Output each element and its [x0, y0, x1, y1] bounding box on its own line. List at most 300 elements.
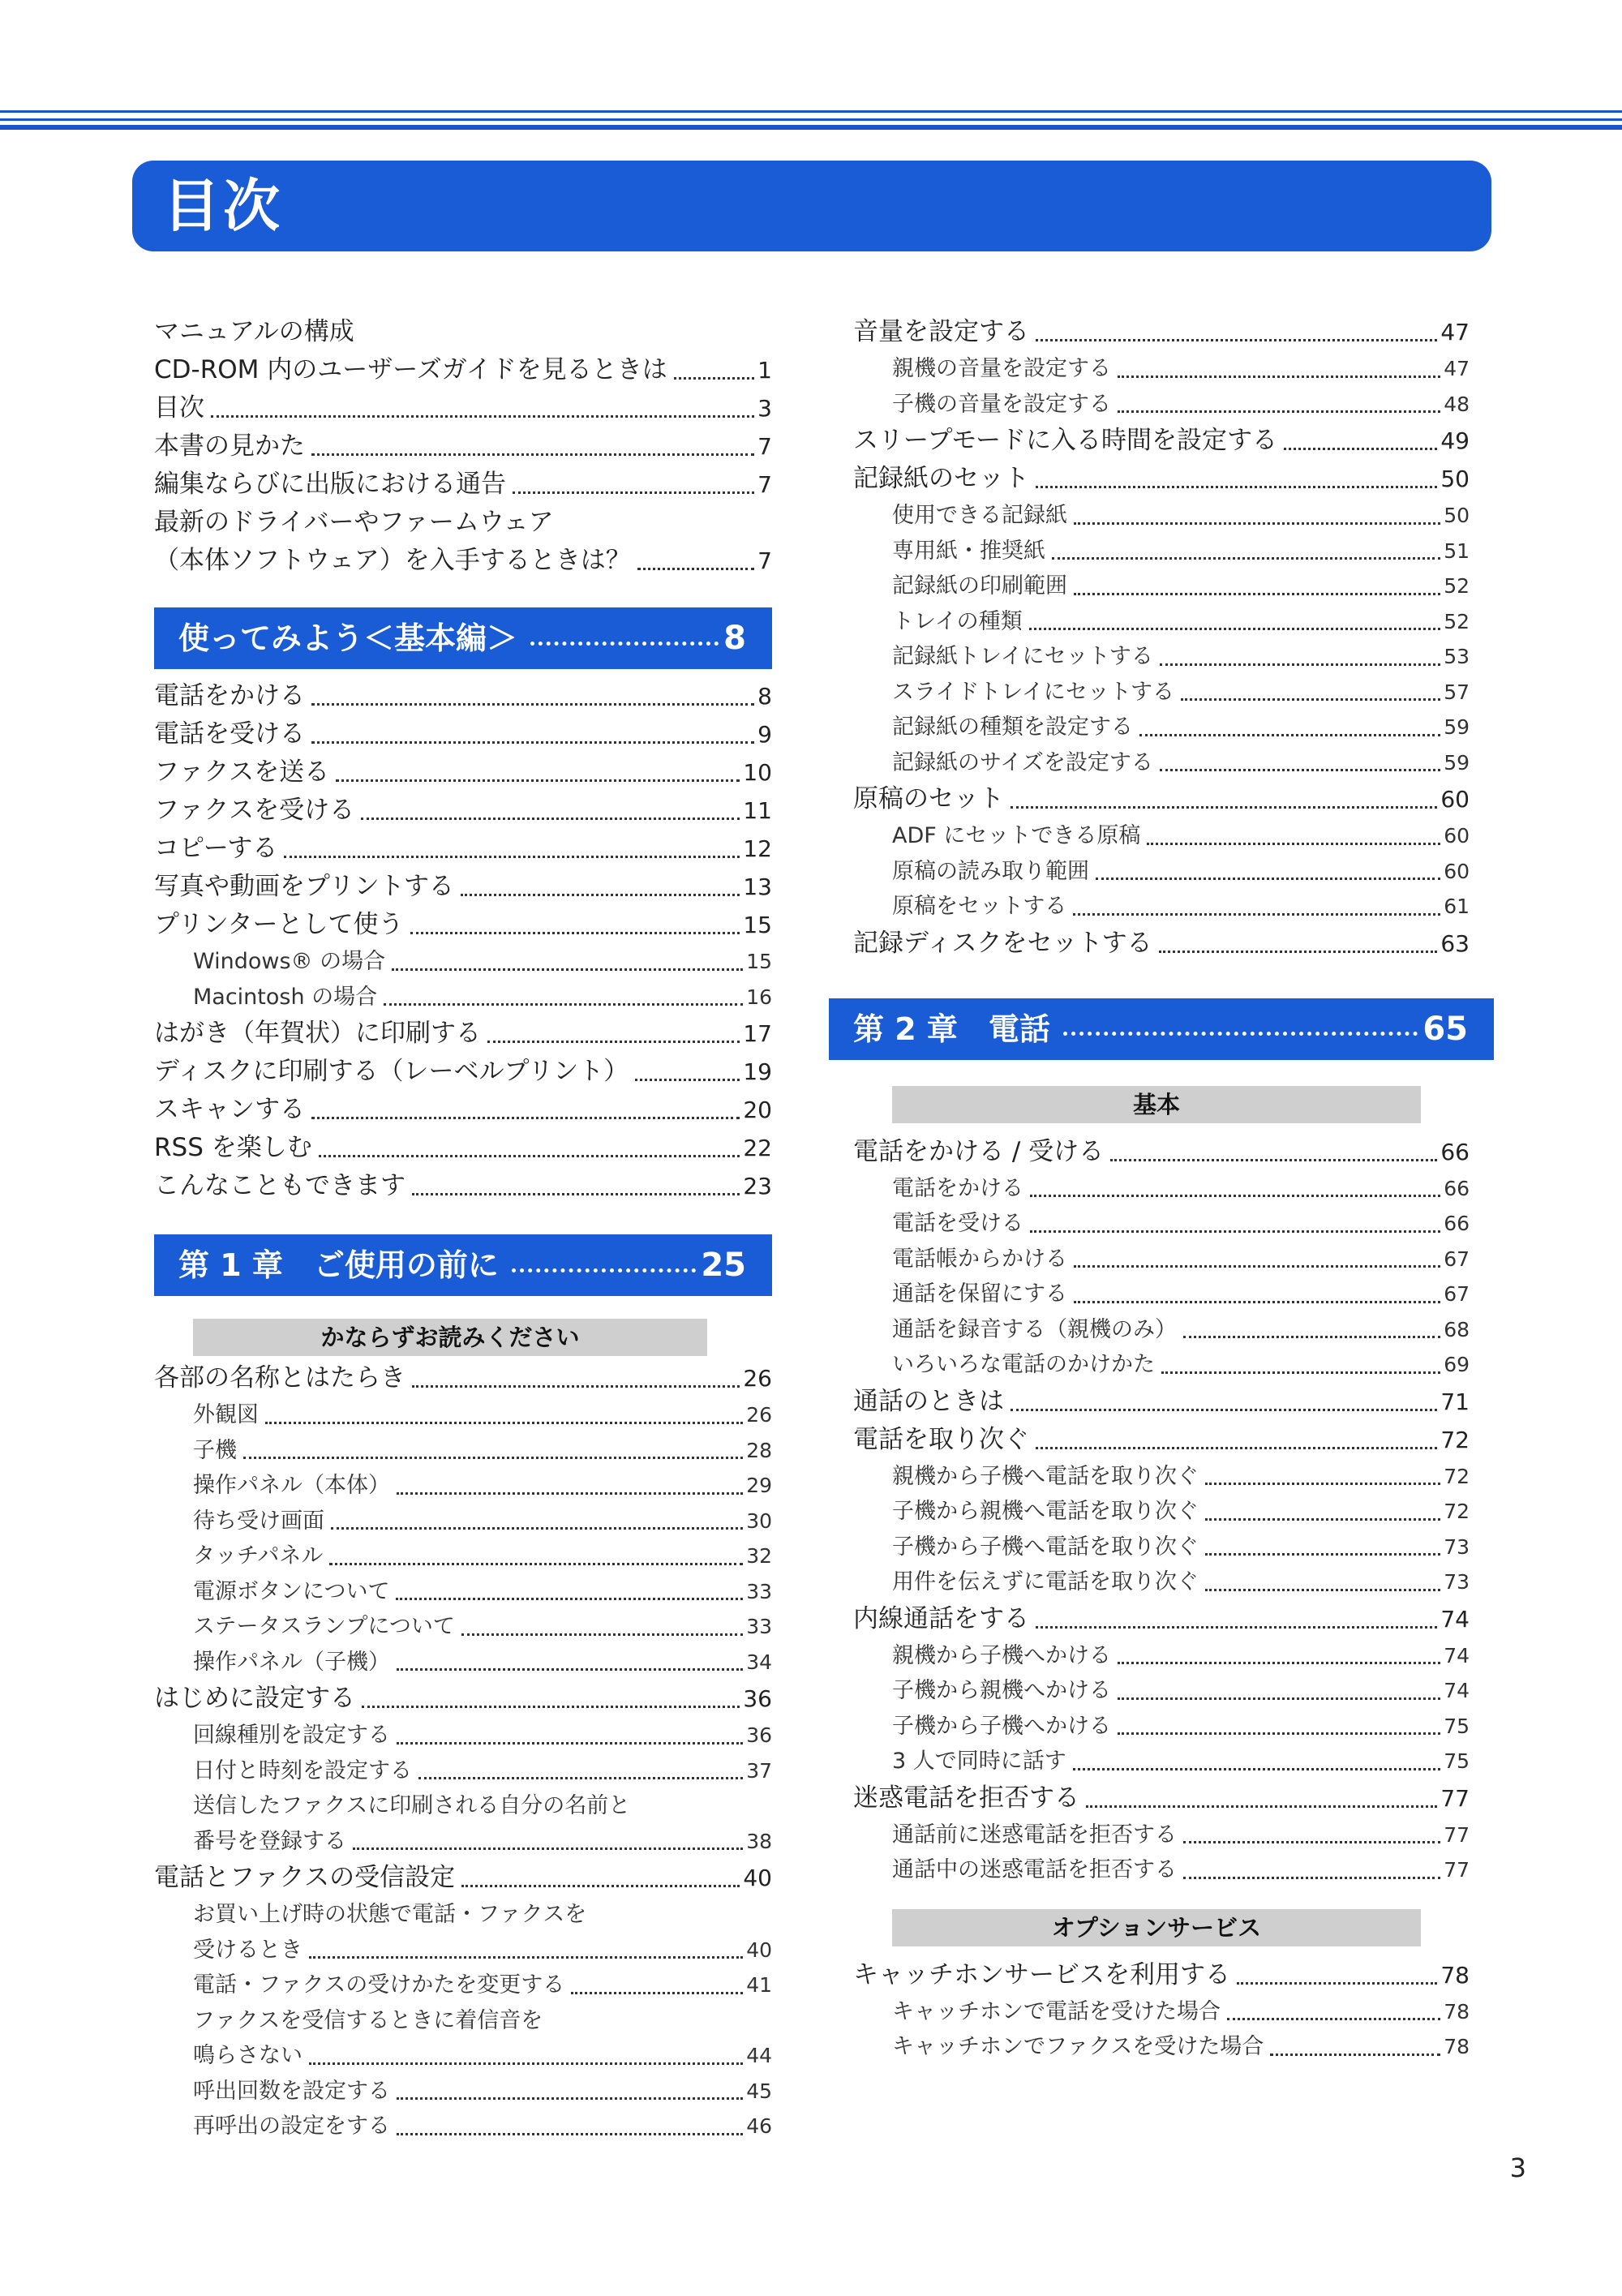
toc-subentry[interactable] — [154, 1468, 772, 1504]
toc-page-number: 40 — [746, 1938, 772, 1962]
toc-page-number: 17 — [743, 1020, 772, 1047]
toc-page-number: 10 — [743, 759, 772, 786]
leader-dots — [1160, 769, 1440, 771]
leader-dots — [1036, 1447, 1437, 1449]
toc-subentry[interactable] — [853, 1277, 1470, 1312]
leader-dots — [1181, 698, 1440, 701]
section-page: 25 — [701, 1247, 746, 1284]
toc-page-number: 33 — [746, 1579, 772, 1603]
toc-page-number: 73 — [1444, 1570, 1470, 1594]
toc-page-number: 53 — [1444, 645, 1470, 668]
toc-entry-label: コピーする — [154, 834, 278, 863]
toc-page-number: 46 — [746, 2114, 772, 2138]
toc-subentry[interactable] — [853, 569, 1470, 604]
leader-dots — [309, 2062, 743, 2065]
leader-dots — [331, 1527, 743, 1530]
toc-page-number: 7 — [757, 433, 772, 460]
toc-page-number: 26 — [746, 1403, 772, 1427]
toc-entry[interactable] — [154, 1680, 772, 1718]
toc-entry-label: 記録ディスクをセットする — [853, 928, 1152, 958]
leader-dots — [530, 632, 719, 646]
section-header-chapter2[interactable] — [829, 998, 1494, 1060]
toc-subentry[interactable] — [154, 1609, 772, 1645]
toc-page-number: 28 — [746, 1438, 772, 1462]
toc-entry-label: 電話をかける — [892, 1175, 1023, 1201]
leader-dots — [1284, 448, 1437, 450]
toc-page-number: 22 — [743, 1135, 772, 1161]
toc-subentry[interactable] — [154, 2109, 772, 2144]
toc-page-number: 75 — [1444, 1714, 1470, 1738]
section-header-chapter1[interactable] — [154, 1234, 772, 1296]
toc-entry-label-line: 受けるとき — [193, 1937, 303, 1963]
toc-page-number: 47 — [1444, 357, 1470, 380]
toc-entry[interactable] — [853, 925, 1470, 963]
leader-dots — [1205, 1553, 1440, 1556]
toc-entry-label: 親機の音量を設定する — [892, 356, 1111, 381]
toc-entry-label: 再呼出の設定をする — [193, 2114, 390, 2139]
toc-entry-label: Macintosh の場合 — [193, 984, 378, 1010]
toc-entry-label: スキャンする — [154, 1095, 305, 1124]
section-header-basic[interactable] — [154, 607, 772, 669]
toc-page-number: 60 — [1444, 824, 1470, 848]
toc-page-number: 15 — [743, 912, 772, 938]
toc-entry[interactable] — [154, 1129, 772, 1167]
toc-subentry[interactable] — [154, 944, 772, 980]
toc-entry-label: 原稿のセット — [853, 784, 1004, 813]
leader-dots — [1183, 1877, 1440, 1879]
leader-dots — [461, 1885, 740, 1887]
toc-subentry[interactable] — [853, 889, 1470, 925]
leader-dots — [1074, 1265, 1440, 1268]
section-label: 第 2 章 電話 — [853, 1011, 1050, 1047]
toc-option-list — [853, 1956, 1470, 2065]
leader-dots — [311, 741, 754, 744]
toc-page-number: 63 — [1440, 929, 1470, 957]
toc-page-number: 77 — [1444, 1858, 1470, 1882]
toc-page-number: 20 — [743, 1097, 772, 1123]
leader-dots — [461, 1633, 743, 1636]
toc-entry-label: 写真や動画をプリントする — [154, 872, 454, 901]
toc-entry-label: 通話を録音する（親機のみ） — [892, 1316, 1177, 1342]
toc-subentry[interactable] — [853, 387, 1470, 423]
toc-page-number: 36 — [743, 1685, 772, 1712]
toc-subentry[interactable] — [154, 1968, 772, 2003]
toc-entry-label: マニュアルの構成 — [154, 317, 354, 346]
toc-subentry[interactable] — [853, 1312, 1470, 1348]
toc-entry-label: 子機から親機へかける — [892, 1678, 1111, 1703]
subsection-banner: かならずお読みください — [193, 1319, 707, 1356]
toc-subentry[interactable] — [853, 1459, 1470, 1495]
toc-entry[interactable] — [853, 313, 1470, 351]
page-title: 目次 — [163, 173, 283, 239]
leader-dots — [211, 415, 754, 418]
leader-dots — [1036, 339, 1437, 341]
toc-subentry[interactable] — [154, 1753, 772, 1789]
subsection-banner-option: オプションサービス — [892, 1909, 1421, 1946]
header-rule-2 — [0, 118, 1622, 121]
leader-dots — [319, 1155, 740, 1157]
toc-subentry[interactable] — [853, 1744, 1470, 1779]
leader-dots — [512, 1259, 696, 1272]
toc-entry-label: ステータスランプについて — [193, 1614, 455, 1639]
toc-page-number: 60 — [1444, 859, 1470, 883]
toc-entry[interactable] — [154, 313, 772, 351]
toc-entry-label: はがき（年賀状）に印刷する — [154, 1019, 481, 1048]
toc-entry-label: RSS を楽しむ — [154, 1133, 312, 1162]
leader-dots — [1147, 843, 1440, 845]
toc-page-number: 74 — [1444, 1643, 1470, 1667]
leader-dots — [1183, 1336, 1440, 1338]
toc-page-number: 50 — [1444, 504, 1470, 527]
leader-dots — [1183, 1841, 1440, 1843]
toc-page-number: 9 — [757, 721, 772, 748]
leader-dots — [396, 1598, 743, 1600]
toc-entry-label: 親機から子機へ電話を取り次ぐ — [892, 1463, 1199, 1489]
toc-subentry[interactable] — [853, 1709, 1470, 1745]
toc-page-number: 73 — [1444, 1534, 1470, 1559]
toc-entry[interactable] — [853, 460, 1470, 498]
toc-entry-label-line: （本体ソフトウェア）を入手するときは？ — [154, 546, 631, 575]
toc-entry-label: はじめに設定する — [154, 1684, 355, 1713]
toc-entry-label-line: 最新のドライバーやファームウェア — [154, 508, 554, 537]
leader-dots — [1237, 1982, 1437, 1985]
toc-subentry[interactable] — [154, 1574, 772, 1610]
toc-subentry[interactable] — [853, 854, 1470, 890]
toc-page-number: 78 — [1440, 1961, 1470, 1989]
toc-left-column — [154, 313, 772, 2144]
toc-entry[interactable] — [853, 1383, 1470, 1421]
toc-entry[interactable] — [154, 868, 772, 906]
toc-entry-label: 待ち受け画面 — [193, 1508, 324, 1534]
leader-dots — [1029, 628, 1441, 630]
leader-dots — [1052, 557, 1440, 560]
leader-dots — [1030, 1230, 1440, 1233]
toc-subentry[interactable] — [853, 710, 1470, 745]
toc-entry-label: スライドトレイにセットする — [892, 679, 1175, 705]
toc-page-number: 77 — [1444, 1822, 1470, 1847]
leader-dots — [1161, 1371, 1440, 1374]
toc-entry-label: 子機から子機へかける — [892, 1713, 1111, 1739]
toc-entry[interactable] — [154, 906, 772, 944]
leader-dots — [1074, 522, 1440, 525]
leader-dots — [397, 1492, 743, 1495]
toc-entry[interactable] — [154, 1091, 772, 1129]
toc-entry-label-line: 番号を登録する — [193, 1828, 346, 1854]
toc-entry-label: こんなこともできます — [154, 1171, 406, 1200]
toc-entry-label: 電話帳からかける — [892, 1246, 1067, 1272]
toc-entry-label: 記録紙の印刷範囲 — [892, 573, 1067, 599]
toc-entry[interactable] — [154, 830, 772, 868]
toc-page-number: 29 — [746, 1474, 772, 1497]
toc-page-number: 1 — [757, 357, 772, 384]
toc-page-number: 34 — [746, 1650, 772, 1674]
toc-entry[interactable] — [154, 1053, 772, 1091]
toc-entry[interactable] — [154, 504, 772, 580]
toc-entry-label: ファクスを送る — [154, 757, 330, 787]
toc-entry-label: 操作パネル（子機） — [193, 1649, 390, 1675]
section-page: 65 — [1422, 1010, 1468, 1048]
leader-dots — [1036, 486, 1437, 488]
leader-dots — [397, 2133, 743, 2135]
toc-subentry[interactable] — [853, 1206, 1470, 1242]
toc-entry-label: Windows® の場合 — [193, 949, 386, 974]
leader-dots — [487, 1041, 740, 1043]
toc-page-number: 37 — [746, 1758, 772, 1783]
leader-dots — [1011, 806, 1437, 809]
leader-dots — [311, 1117, 740, 1119]
toc-page-number: 51 — [1444, 539, 1470, 563]
leader-dots — [397, 2097, 743, 2100]
toc-entry-label: 通話を保留にする — [892, 1281, 1067, 1307]
toc-entry-label: 電話をかける / 受ける — [853, 1136, 1105, 1166]
toc-page-number: 26 — [743, 1365, 772, 1392]
section-page: 8 — [723, 620, 746, 657]
toc-entry-label: 迷惑電話を拒否する — [853, 1783, 1079, 1813]
toc-entry-label: 音量を設定する — [853, 317, 1029, 346]
toc-page-number: 72 — [1444, 1500, 1470, 1523]
toc-subentry[interactable] — [154, 1504, 772, 1539]
toc-page-number: 44 — [746, 2044, 772, 2067]
toc-entry-label: 用件を伝えずに電話を取り次ぐ — [892, 1569, 1199, 1594]
toc-subentry[interactable] — [853, 745, 1470, 781]
leader-dots — [1205, 1483, 1440, 1485]
toc-entry-label: ファクスを受ける — [154, 796, 355, 825]
toc-entry[interactable] — [853, 780, 1470, 818]
toc-page-number: 72 — [1444, 1464, 1470, 1488]
leader-dots — [1073, 1768, 1440, 1770]
toc-page-number: 66 — [1444, 1176, 1470, 1200]
leader-dots — [1160, 663, 1440, 666]
toc-page-number: 38 — [746, 1829, 772, 1853]
leader-dots — [1118, 1697, 1440, 1700]
toc-entry-label: 呼出回数を設定する — [193, 2078, 390, 2104]
toc-entry[interactable] — [154, 1015, 772, 1053]
toc-subentry[interactable] — [853, 1494, 1470, 1530]
toc-page-number: 77 — [1440, 1784, 1470, 1812]
toc-page-number: 60 — [1440, 786, 1470, 813]
toc-subentry[interactable] — [853, 2029, 1470, 2065]
toc-entry[interactable] — [154, 351, 772, 389]
leader-dots — [284, 856, 740, 858]
toc-subentry[interactable] — [853, 675, 1470, 710]
toc-entry-label: 目次 — [154, 393, 204, 423]
toc-entry[interactable] — [853, 1421, 1470, 1459]
page-number: 3 — [1509, 2152, 1526, 2183]
leader-dots — [265, 1422, 743, 1424]
toc-page-number: 12 — [743, 835, 772, 862]
toc-page-number: 78 — [1444, 1999, 1470, 2023]
header-rule-1 — [0, 110, 1622, 113]
toc-entry[interactable] — [154, 427, 772, 466]
toc-page-number: 69 — [1444, 1353, 1470, 1376]
toc-subentry[interactable] — [853, 1347, 1470, 1383]
toc-subentry[interactable] — [154, 980, 772, 1015]
toc-entry-label: 子機から子機へ電話を取り次ぐ — [892, 1534, 1199, 1560]
toc-subentry[interactable] — [853, 1638, 1470, 1674]
leader-dots — [309, 1956, 743, 1959]
toc-subentry[interactable] — [853, 1564, 1470, 1600]
toc-entry-label: 通話中の迷惑電話を拒否する — [892, 1857, 1177, 1882]
toc-page-number: 19 — [743, 1058, 772, 1085]
toc-entry-label: ADF にセットできる原稿 — [892, 823, 1141, 848]
toc-entry-label: キャッチホンで電話を受けた場合 — [892, 1998, 1221, 2024]
toc-page-number: 68 — [1444, 1317, 1470, 1341]
leader-dots — [1118, 1662, 1440, 1664]
leader-dots — [1205, 1589, 1440, 1591]
toc-page-number: 32 — [746, 1544, 772, 1568]
leader-dots — [1159, 951, 1438, 953]
toc-page-number: 49 — [1440, 427, 1470, 454]
toc-page-number: 47 — [1440, 319, 1470, 345]
toc-entry[interactable] — [853, 422, 1470, 460]
leader-dots — [513, 491, 754, 494]
toc-entry-label: いろいろな電話のかけかた — [892, 1352, 1155, 1377]
subsection-banner-basic: 基本 — [892, 1086, 1421, 1123]
toc-intro-list — [154, 313, 772, 580]
toc-entry[interactable] — [154, 792, 772, 830]
toc-subentry[interactable] — [154, 2003, 772, 2074]
toc-subentry[interactable] — [853, 498, 1470, 534]
toc-entry-label-line: 送信したファクスに印刷される自分の名前と — [193, 1793, 631, 1818]
toc-entry-label: タッチパネル — [193, 1543, 324, 1569]
leader-dots — [1036, 1626, 1437, 1629]
section-label: 第 1 章 ご使用の前に — [178, 1247, 499, 1283]
toc-page-number: 45 — [746, 2079, 772, 2103]
toc-entry-label: ディスクに印刷する（レーベルプリント） — [154, 1057, 629, 1086]
toc-entry[interactable] — [154, 1359, 772, 1397]
toc-entry-label: 回線種別を設定する — [193, 1723, 390, 1748]
toc-page-number: 8 — [757, 683, 772, 710]
toc-page-number: 57 — [1444, 680, 1470, 704]
toc-entry[interactable] — [154, 1167, 772, 1205]
toc-subentry[interactable] — [853, 1994, 1470, 2030]
title-banner — [132, 161, 1491, 251]
toc-subentry[interactable] — [154, 1897, 772, 1968]
leader-dots — [361, 818, 740, 820]
toc-page-number: 71 — [1440, 1388, 1470, 1415]
toc-subentry[interactable] — [154, 1645, 772, 1680]
toc-page-number: 59 — [1444, 715, 1470, 739]
header-rule-3 — [0, 125, 1622, 130]
toc-entry-label: 電源ボタンについて — [193, 1578, 390, 1604]
toc-page-number: 52 — [1444, 574, 1470, 598]
toc-subentry[interactable] — [853, 639, 1470, 675]
toc-page-number: 11 — [743, 797, 772, 824]
toc-page-number: 74 — [1440, 1605, 1470, 1633]
toc-subentry[interactable] — [154, 1433, 772, 1469]
toc-entry[interactable] — [154, 389, 772, 427]
toc-entry-label: 原稿の読み取り範囲 — [892, 858, 1089, 884]
toc-entry[interactable] — [154, 753, 772, 792]
toc-page-number: 52 — [1444, 609, 1470, 633]
toc-entry-label: 子機の音量を設定する — [892, 391, 1111, 417]
toc-subentry[interactable] — [154, 1788, 772, 1859]
toc-entry-label: 通話前に迷惑電話を拒否する — [892, 1822, 1177, 1848]
leader-dots — [412, 1193, 740, 1195]
toc-entry-label: 電話とファクスの受信設定 — [154, 1863, 456, 1892]
leader-dots — [418, 1777, 743, 1779]
toc-subentry[interactable] — [853, 604, 1470, 640]
toc-entry[interactable] — [853, 1600, 1470, 1638]
toc-subentry[interactable] — [853, 1817, 1470, 1853]
toc-entry[interactable] — [154, 715, 772, 753]
leader-dots — [1205, 1518, 1440, 1521]
toc-page-number: 7 — [757, 547, 772, 574]
toc-entry[interactable] — [154, 677, 772, 715]
leader-dots — [1110, 1159, 1437, 1161]
leader-dots — [1096, 878, 1440, 880]
leader-dots — [461, 894, 740, 896]
leader-dots — [1270, 2054, 1440, 2056]
leader-dots — [637, 568, 754, 570]
toc-subentry[interactable] — [853, 1242, 1470, 1277]
toc-entry[interactable] — [853, 1133, 1470, 1171]
toc-subentry[interactable] — [853, 818, 1470, 854]
toc-subentry[interactable] — [154, 1539, 772, 1574]
toc-entry-label: 電話を取り次ぐ — [853, 1424, 1029, 1454]
leader-dots — [397, 1742, 743, 1745]
section-label: 使ってみよう＜基本編＞ — [178, 620, 518, 656]
leader-dots — [311, 453, 754, 456]
toc-page-number: 23 — [743, 1173, 772, 1199]
toc-subentry[interactable] — [853, 1530, 1470, 1565]
toc-entry-label: 日付と時刻を設定する — [193, 1757, 412, 1783]
toc-subentry[interactable] — [154, 1397, 772, 1433]
toc-subentry[interactable] — [853, 1852, 1470, 1888]
toc-subentry[interactable] — [853, 1673, 1470, 1709]
toc-entry[interactable] — [853, 1956, 1470, 1994]
toc-subentry[interactable] — [154, 2074, 772, 2109]
leader-dots — [674, 377, 754, 380]
toc-subentry[interactable] — [853, 351, 1470, 387]
toc-entry[interactable] — [154, 466, 772, 504]
toc-subentry[interactable] — [853, 534, 1470, 569]
toc-entry[interactable] — [154, 1859, 772, 1897]
leader-dots — [384, 1003, 743, 1006]
leader-dots — [1030, 1195, 1440, 1197]
toc-entry-label: 電話を受ける — [154, 719, 305, 749]
leader-dots — [1011, 1409, 1437, 1411]
leader-dots — [329, 1563, 743, 1565]
toc-entry-label-line: 鳴らさない — [193, 2043, 303, 2068]
leader-dots — [1227, 2018, 1440, 2020]
leader-dots — [571, 1992, 743, 1994]
leader-dots — [1139, 734, 1440, 736]
toc-entry-label: 記録紙トレイにセットする — [892, 644, 1153, 669]
toc-page-number: 48 — [1444, 392, 1470, 416]
toc-entry[interactable] — [853, 1779, 1470, 1817]
leader-dots — [336, 779, 740, 782]
leader-dots — [362, 1706, 740, 1708]
toc-page-number: 74 — [1444, 1679, 1470, 1702]
toc-entry-label: トレイの種類 — [892, 608, 1023, 634]
toc-page-number: 66 — [1440, 1138, 1470, 1165]
leader-dots — [311, 703, 754, 706]
toc-entry-label: 通話のときは — [853, 1386, 1004, 1416]
leader-dots — [1118, 376, 1440, 378]
toc-subentry[interactable] — [154, 1718, 772, 1753]
toc-entry-label: 外観図 — [193, 1402, 259, 1427]
toc-subentry[interactable] — [853, 1171, 1470, 1207]
toc-page-number: 41 — [746, 1973, 772, 1997]
toc-right-column — [853, 313, 1470, 2065]
toc-entry-label: 3 人で同時に話す — [892, 1749, 1066, 1774]
toc-entry-label: CD-ROM 内のユーザーズガイドを見るときは — [154, 355, 667, 384]
toc-entry-label: 子機 — [193, 1437, 237, 1463]
toc-entry-label: キャッチホンでファクスを受けた場合 — [892, 2034, 1264, 2059]
toc-entry-label: キャッチホンサービスを利用する — [853, 1959, 1230, 1989]
toc-page-number: 16 — [746, 985, 772, 1009]
